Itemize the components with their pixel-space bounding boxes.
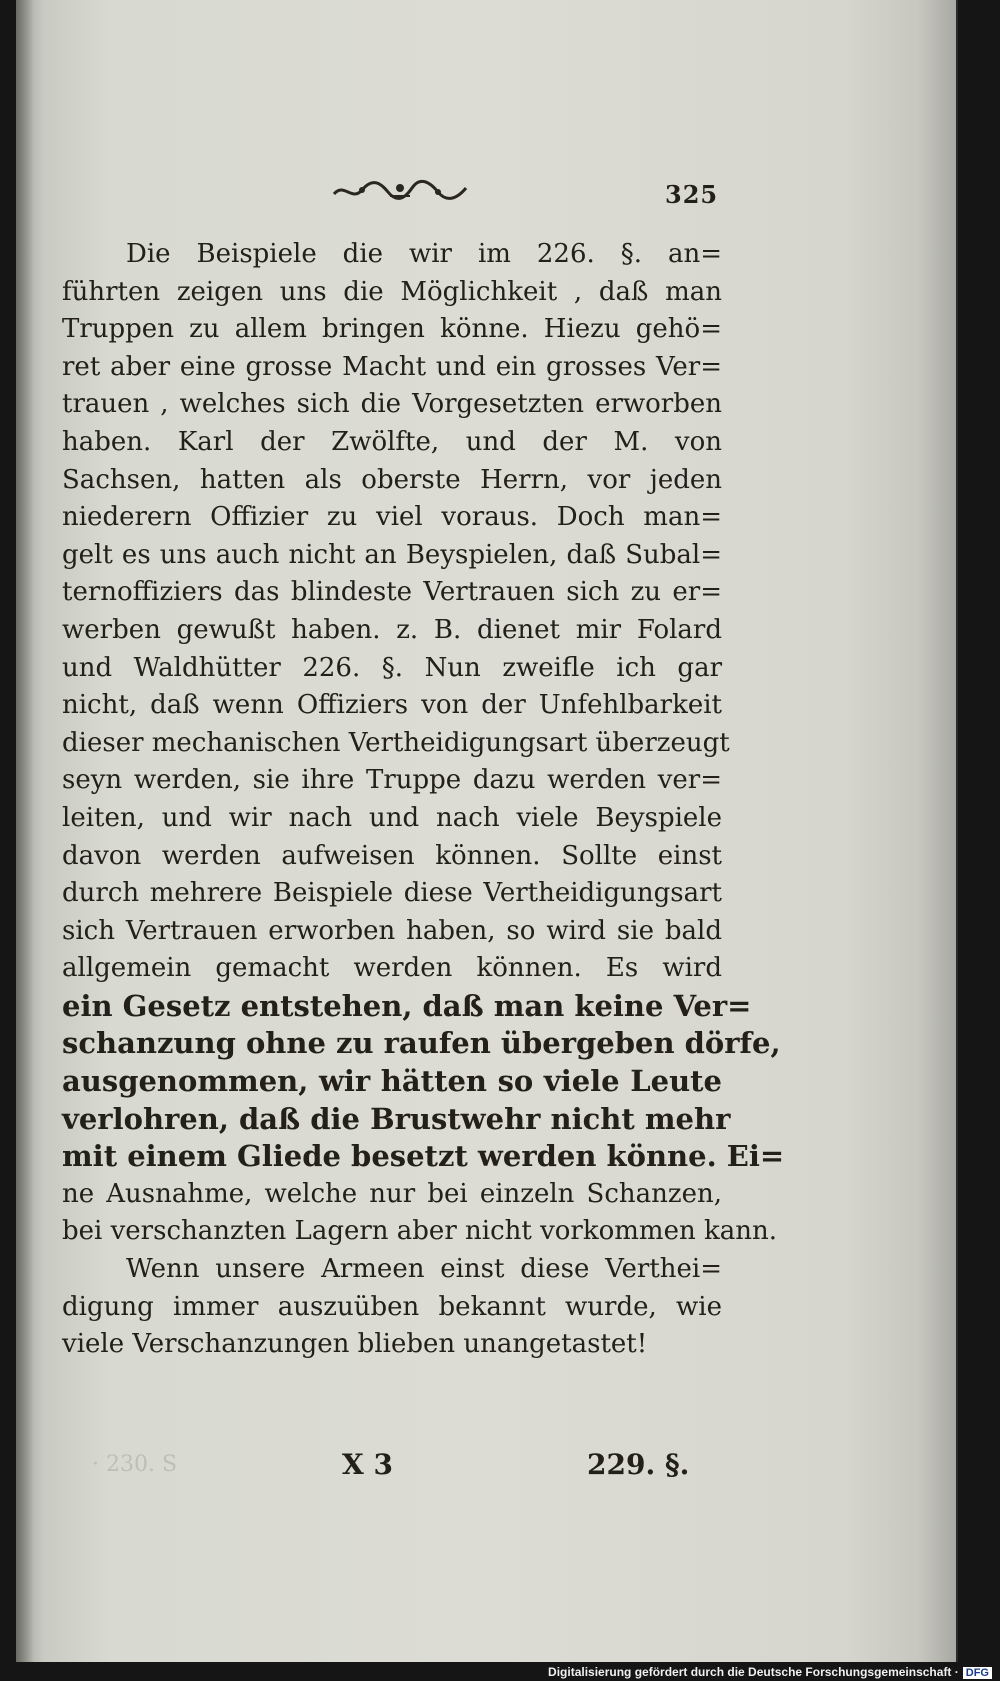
text-line: bei verschanzten Lagern aber nicht vorkommen kann.	[62, 1216, 777, 1247]
text-line: sich Vertrauen erworben haben, so wird sie bald	[62, 915, 722, 946]
text-line: trauen , welches sich die Vorgesetzten erworben	[62, 389, 722, 420]
text-line: verlohren, daß die Brustwehr nicht mehr	[62, 1101, 731, 1136]
text-line: ausgenommen, wir hätten so viele Leute	[62, 1064, 722, 1099]
text-line: seyn werden, sie ihre Truppe dazu werden ver=	[62, 765, 722, 796]
text-line: schanzung ohne zu raufen übergeben dörfe,	[62, 1026, 781, 1061]
page-number: 325	[665, 180, 719, 209]
text-line: niederern Offizier zu viel voraus. Doch man=	[62, 502, 722, 533]
text-line: davon werden aufweisen können. Sollte einst	[62, 840, 722, 871]
text-line: ternoffiziers das blindeste Vertrauen sich zu er=	[62, 577, 722, 608]
text-line: durch mehrere Beispiele diese Vertheidigungsart	[62, 878, 722, 909]
text-line: gelt es uns auch nicht an Beyspielen, daß Subal=	[62, 539, 722, 570]
text-line: viele Verschanzungen blieben unangetastet!	[62, 1329, 648, 1360]
text-line: leiten, und wir nach und nach viele Beyspiele	[62, 802, 722, 833]
page-header	[330, 168, 730, 208]
page-body	[62, 236, 785, 1364]
digitization-credit	[548, 1665, 992, 1679]
binding-shadow	[16, 0, 34, 1662]
text-line: werben gewußt haben. z. B. dienet mir Folard	[62, 614, 722, 645]
credit-text: Digitalisierung gefördert durch die Deutsche Forschungsgemeinschaft ·	[548, 1665, 959, 1679]
text-line: ein Gesetz entstehen, daß man keine Ver=	[62, 988, 752, 1023]
text-line: dieser mechanischen Vertheidigungsart überzeugt	[62, 727, 730, 758]
show-through-text: · 230. S	[92, 1452, 178, 1477]
ornament-icon	[330, 176, 470, 204]
text-line: Truppen zu allem bringen könne. Hiezu gehö=	[62, 314, 722, 345]
text-line: nicht, daß wenn Offiziers von der Unfehlbarkeit	[62, 690, 722, 721]
page-footer	[62, 1448, 722, 1488]
text-line: ret aber eine grosse Macht und ein grosses Ver=	[62, 351, 722, 382]
text-line: Die Beispiele die wir im 226. §. an=	[126, 239, 722, 269]
text-line: führten zeigen uns die Möglichkeit , daß man	[62, 276, 722, 307]
catchword: 229. §.	[587, 1448, 690, 1481]
text-line: haben. Karl der Zwölfte, und der M. von	[62, 426, 722, 457]
text-line: ne Ausnahme, welche nur bei einzeln Schanzen,	[62, 1178, 722, 1209]
dfg-logo: DFG	[963, 1667, 992, 1679]
text-line: Sachsen, hatten als oberste Herrn, vor jeden	[62, 464, 722, 495]
text-line: und Waldhütter 226. §. Nun zweifle ich gar	[62, 652, 722, 683]
text-line: allgemein gemacht werden können. Es wird	[62, 953, 722, 984]
text-line: Wenn unsere Armeen einst diese Verthei=	[126, 1254, 722, 1285]
text-line: mit einem Gliede besetzt werden könne. Ei=	[62, 1139, 785, 1174]
text-line: digung immer auszuüben bekannt wurde, wie	[62, 1291, 722, 1322]
signature-mark: X 3	[342, 1448, 393, 1481]
